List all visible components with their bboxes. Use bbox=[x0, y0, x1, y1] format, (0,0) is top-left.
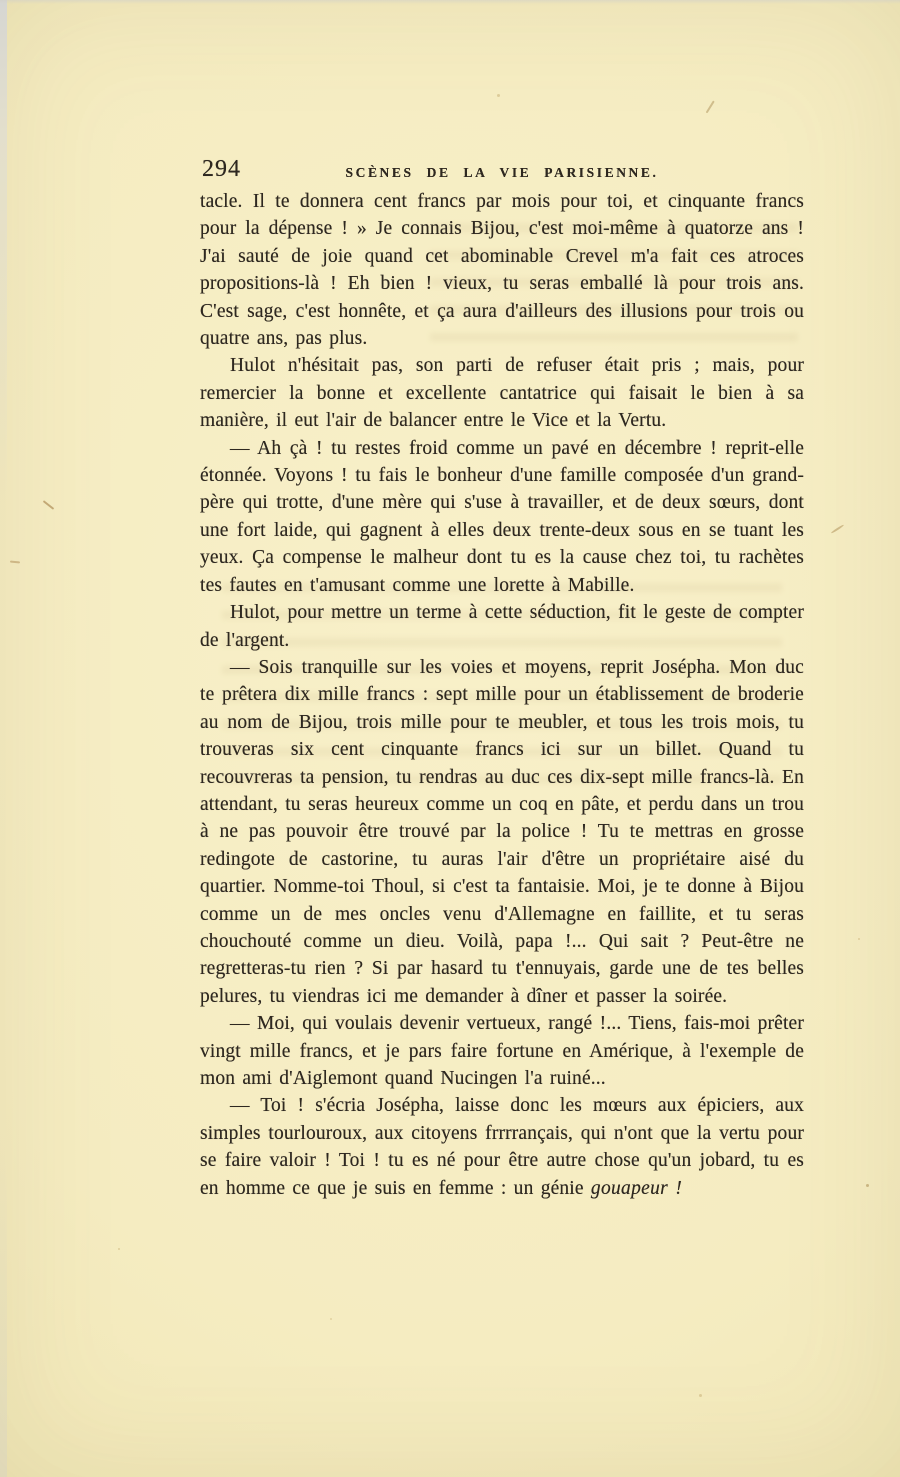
paragraph: — Moi, qui voulais devenir vertueux, rangé !... Tiens, fais-moi prêter vingt mille francs, et je pars faire fortune en Amérique, à l'exemple de mon ami d'Aiglemont quand Nucingen l'a ruiné... bbox=[200, 1013, 804, 1089]
paragraph: — Sois tranquille sur les voies et moyens, reprit Josépha. Mon duc te prêtera dix mille francs : sept mille pour un établissement de broderie au nom de Bijou, trois mille pour te meubler, et tous les trois mois, tu trouveras six cent cinquante francs ici sur un billet. Quand tu recouvreras ta pension, tu rendras au duc ces dix-sept mille francs-là. En attendant, tu seras heureux comme un coq en pâte, et perdu dans un trou à ne pas pouvoir être trouvé par la police ! Tu te mettras en grosse redingote de castorine, tu auras l'air d'être un propriétaire aisé du quartier. Nomme-toi Thoul, si c'est ta fantaisie. Moi, je te donne à Bijou comme un de mes oncles venu d'Allemagne en faillite, et tu seras chouchouté comme un dieu. Voilà, papa !... Qui sait ? Peut-être ne regretteras-tu rien ? Si par hasard tu t'ennuyais, garde une de tes belles pelures, tu viendras ici me demander à dîner et passer la soirée. bbox=[200, 656, 804, 1007]
scan-edge-top bbox=[0, 0, 900, 4]
paper-fiber-mark bbox=[831, 524, 845, 534]
paper-speck bbox=[858, 938, 860, 940]
running-header: SCÈNES DE LA VIE PARISIENNE. bbox=[345, 165, 659, 180]
paper-speck bbox=[866, 1184, 869, 1187]
paper-fiber-mark bbox=[706, 100, 715, 113]
paper-fiber-mark bbox=[10, 560, 20, 563]
paper-speck bbox=[497, 94, 500, 97]
paragraph: tacle. Il te donnera cent francs par mois pour toi, et cinquante francs pour la dépense ! » Je connais Bijou, c'est moi-même à quatorze ans ! J'ai sauté de joie quand cet abominable Crevel m'a fait ces atroces propositions-là ! Eh bien ! vieux, tu seras emballé là pour trois ans. C'est sage, c'est honnête, et ça aura d'ailleurs des illusions pour trois ou quatre ans, pas plus. bbox=[200, 191, 804, 350]
paragraph bbox=[200, 1092, 804, 1202]
show-through-ghost bbox=[238, 1268, 668, 1282]
paragraph: — Ah çà ! tu restes froid comme un pavé en décembre ! reprit-elle étonnée. Voyons ! tu fais le bonheur d'une famille composée d'un grand-père qui trotte, d'une mère qui s'use à travailler, et de deux sœurs, dont une fort laide, qui gagnent à elles deux trente-deux sous en se tuant les yeux. Ça compense le malheur dont tu es la cause chez toi, tu rachètes tes fautes en t'amusant comme une lorette à Mabille. bbox=[200, 437, 804, 596]
paragraph: Hulot n'hésitait pas, son parti de refuser était pris ; mais, pour remercier la bonne et excellente cantatrice qui faisait le bien à sa manière, il eut l'air de balancer entre le Vice et la Vertu. bbox=[200, 355, 804, 432]
body-text-block bbox=[200, 188, 804, 1202]
paper-speck bbox=[699, 1394, 702, 1397]
paragraph-text: — Toi ! s'écria Josépha, laisse donc les mœurs aux épiciers, aux simples tourlouroux, aux citoyens frrrrançais, qui n'ont que la vertu pour se faire valoir ! Toi ! tu es né pour être autre chose qu'un jobard, tu es en homme ce que je suis en femme : un génie bbox=[200, 1095, 804, 1199]
page-number: 294 bbox=[202, 156, 241, 182]
italic-word: gouapeur ! bbox=[590, 1177, 683, 1199]
scan-edge-left bbox=[0, 0, 7, 1477]
paper-fiber-mark bbox=[43, 500, 54, 510]
paragraph: Hulot, pour mettre un terme à cette séduction, fit le geste de compter de l'argent. bbox=[200, 602, 804, 651]
paper-speck bbox=[118, 1248, 120, 1250]
paper-speck bbox=[330, 1318, 332, 1320]
